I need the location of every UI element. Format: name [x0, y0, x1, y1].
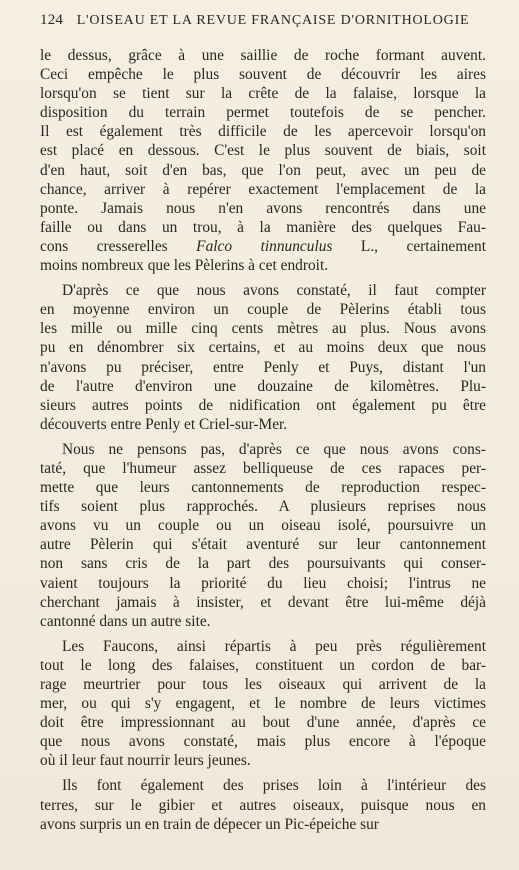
- text-line: avons vu un couple ou un oiseau isolé, poursuivre un: [40, 517, 486, 535]
- text-line: lorsqu'on se tient sur la crête de la falaise, lorsque la: [40, 85, 486, 103]
- text-line: mer, ou qui s'y engagent, et le nombre de leurs victimes: [40, 695, 486, 713]
- text-line: où il leur faut nourrir leurs jeunes.: [40, 752, 251, 770]
- text-line: est placé en dessous. C'est le plus souvent de biais, soit: [40, 142, 486, 160]
- paragraph: [40, 637, 486, 771]
- text-segment: cons cresserelles: [40, 237, 197, 255]
- text-line: autre Pèlerin qui s'était aventuré sur leur cantonnement: [40, 536, 486, 554]
- paragraph: [40, 776, 486, 833]
- text-segment: L., certainement: [332, 237, 486, 255]
- text-line: vaient toujours la priorité du lieu choisi; l'intrus ne: [40, 574, 486, 592]
- text-line: taté, que l'humeur assez belliqueuse de ces rapaces per-: [40, 459, 486, 477]
- text-line: Nous ne pensons pas, d'après ce que nous avons cons-: [62, 440, 486, 458]
- text-line: découverts entre Penly et Criel-sur-Mer.: [40, 415, 288, 433]
- text-line: tifs soient plus rapprochés. A plusieurs reprises nous: [40, 498, 486, 516]
- text-line: cherchant jamais à insister, et devant être lui-même déjà: [40, 593, 486, 611]
- text-line: pu en dénombrer six certains, et au moins deux que nous: [40, 339, 486, 357]
- text-line: non sans cris de la part des poursuivants qui conser-: [40, 555, 486, 573]
- text-line: Ils font également des prises loin à l'intérieur des: [62, 777, 486, 795]
- text-line: cantonné dans un autre site.: [40, 612, 211, 630]
- text-line: disposition du terrain permet toutefois de se pencher.: [40, 104, 486, 122]
- text-line: moins nombreux que les Pèlerins à cet endroit.: [40, 257, 329, 275]
- running-header: [40, 12, 500, 34]
- text-line: n'avons pu préciser, entre Penly et Puys, distant l'un: [40, 358, 486, 376]
- text-line: en moyenne environ un couple de Pèlerins établi tous: [40, 301, 486, 319]
- paragraph: [40, 440, 486, 631]
- text-line: [40, 237, 486, 256]
- body-text: [40, 46, 486, 834]
- text-line: faille ou dans un trou, à la manière des quelques Fau-: [40, 218, 486, 236]
- text-line: rage meurtrier pour tous les oiseaux qui arrivent de la: [40, 676, 486, 693]
- text-line: Les Faucons, ainsi répartis à peu près régulièrement: [62, 637, 486, 655]
- text-line: sieurs autres points de nidification ont également pu être: [40, 396, 486, 414]
- text-line: D'après ce que nous avons constaté, il faut compter: [62, 282, 486, 300]
- text-line: tout le long des falaises, constituent un cordon de bar-: [40, 656, 486, 674]
- text-line: chance, arriver à repérer exactement l'emplacement de la: [40, 180, 486, 198]
- text-line: ponte. Jamais nous n'en avons rencontrés dans une: [40, 199, 486, 217]
- text-line: de l'autre d'environ une douzaine de kilomètres. Plu-: [40, 377, 486, 395]
- text-line: d'en haut, soit d'en bas, que l'on peut, avec un peu de: [40, 161, 486, 179]
- text-line: mette que leurs cantonnements de reproduction respec-: [40, 479, 486, 497]
- page-number: 124: [40, 12, 64, 28]
- text-line: le dessus, grâce à une saillie de roche formant auvent.: [40, 47, 486, 64]
- text-line: Ceci empêche le plus souvent de découvrir les aires: [40, 66, 486, 84]
- text-line: les mille ou mille cinq cents mètres au plus. Nous avons: [40, 320, 486, 338]
- text-line: terres, sur le gibier et autres oiseaux, puisque nous en: [40, 796, 486, 814]
- text-line: que nous avons constaté, mais plus encore à l'époque: [40, 733, 486, 751]
- paragraph: [40, 281, 486, 434]
- text-line: avons surpris un en train de dépecer un Pic-épeiche sur: [40, 815, 379, 833]
- text-line: doit être impressionnant au bout d'une année, d'après ce: [40, 714, 486, 732]
- paragraph: [40, 46, 486, 275]
- running-title: L'OISEAU ET LA REVUE FRANÇAISE D'ORNITHOLOGIE: [76, 13, 470, 28]
- species-name: Falco tinnunculus: [196, 237, 333, 255]
- text-line: Il est également très difficile de les apercevoir lorsqu'on: [40, 123, 486, 141]
